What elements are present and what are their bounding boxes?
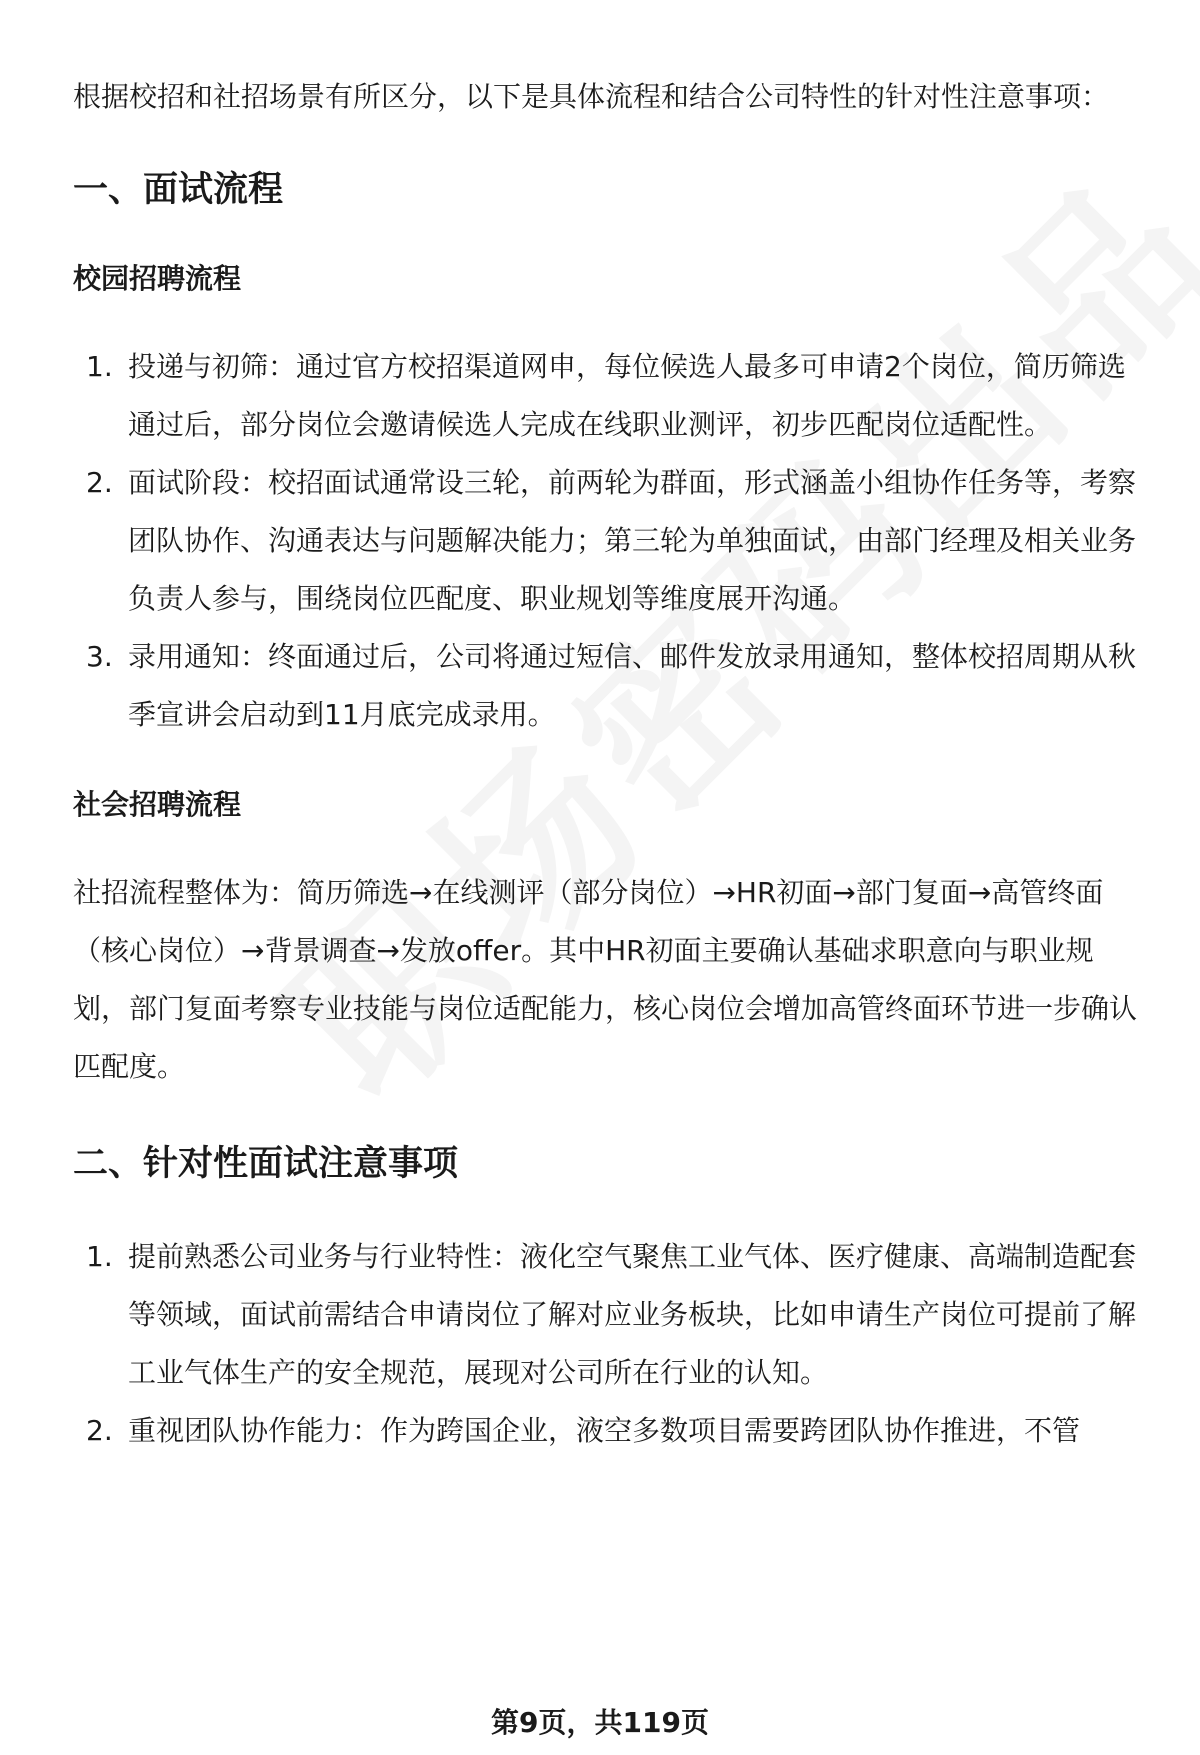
list-number: 1. (86, 350, 113, 383)
list-number: 2. (86, 466, 113, 499)
list-item-text: 提前熟悉公司业务与行业特性：液化空气聚焦工业气体、医疗健康、高端制造配套等领域，面试前需结合申请岗位了解对应业务板块，比如申请生产岗位可提前了解工业气体生产的安全规范，展现对公司所在行业的认知。 (128, 1240, 1137, 1389)
document-content (73, 68, 1148, 1496)
list-item (73, 454, 1148, 628)
list-item-text: 面试阶段：校招面试通常设三轮，前两轮为群面，形式涵盖小组协作任务等，考察团队协作、沟通表达与问题解决能力；第三轮为单独面试，由部门经理及相关业务负责人参与，围绕岗位匹配度、职业规划等维度展开沟通。 (128, 466, 1137, 615)
section-2-heading: 二、针对性面试注意事项 (73, 1144, 459, 1184)
list-number: 1. (86, 1240, 113, 1273)
interview-tips-list (73, 1228, 1148, 1460)
list-item (73, 1402, 1148, 1460)
page-number-footer: 第9页，共119页 (491, 1706, 709, 1739)
list-item-text: 重视团队协作能力：作为跨国企业，液空多数项目需要跨团队协作推进，不管 (128, 1414, 1081, 1447)
list-item (73, 628, 1148, 744)
list-number: 3. (86, 640, 113, 673)
campus-process-list (73, 338, 1148, 744)
section-1-heading: 一、面试流程 (73, 170, 284, 210)
list-item-text: 录用通知：终面通过后，公司将通过短信、邮件发放录用通知，整体校招周期从秋季宣讲会启动到11月底完成录用。 (128, 640, 1137, 731)
campus-recruitment-heading: 校园招聘流程 (73, 262, 242, 295)
social-process-paragraph: 社招流程整体为：简历筛选→在线测评（部分岗位）→HR初面→部门复面→高管终面（核心岗位）→背景调查→发放offer。其中HR初面主要确认基础求职意向与职业规划，部门复面考察专业技能与岗位适配能力，核心岗位会增加高管终面环节进一步确认匹配度。 (73, 876, 1138, 1083)
list-item-text: 投递与初筛：通过官方校招渠道网申，每位候选人最多可申请2个岗位，简历筛选通过后，部分岗位会邀请候选人完成在线职业测评，初步匹配岗位适配性。 (128, 350, 1126, 441)
list-item (73, 1228, 1148, 1402)
intro-paragraph: 根据校招和社招场景有所区分，以下是具体流程和结合公司特性的针对性注意事项： (73, 80, 1110, 113)
list-item (73, 338, 1148, 454)
social-recruitment-heading: 社会招聘流程 (73, 788, 242, 821)
list-number: 2. (86, 1414, 113, 1447)
